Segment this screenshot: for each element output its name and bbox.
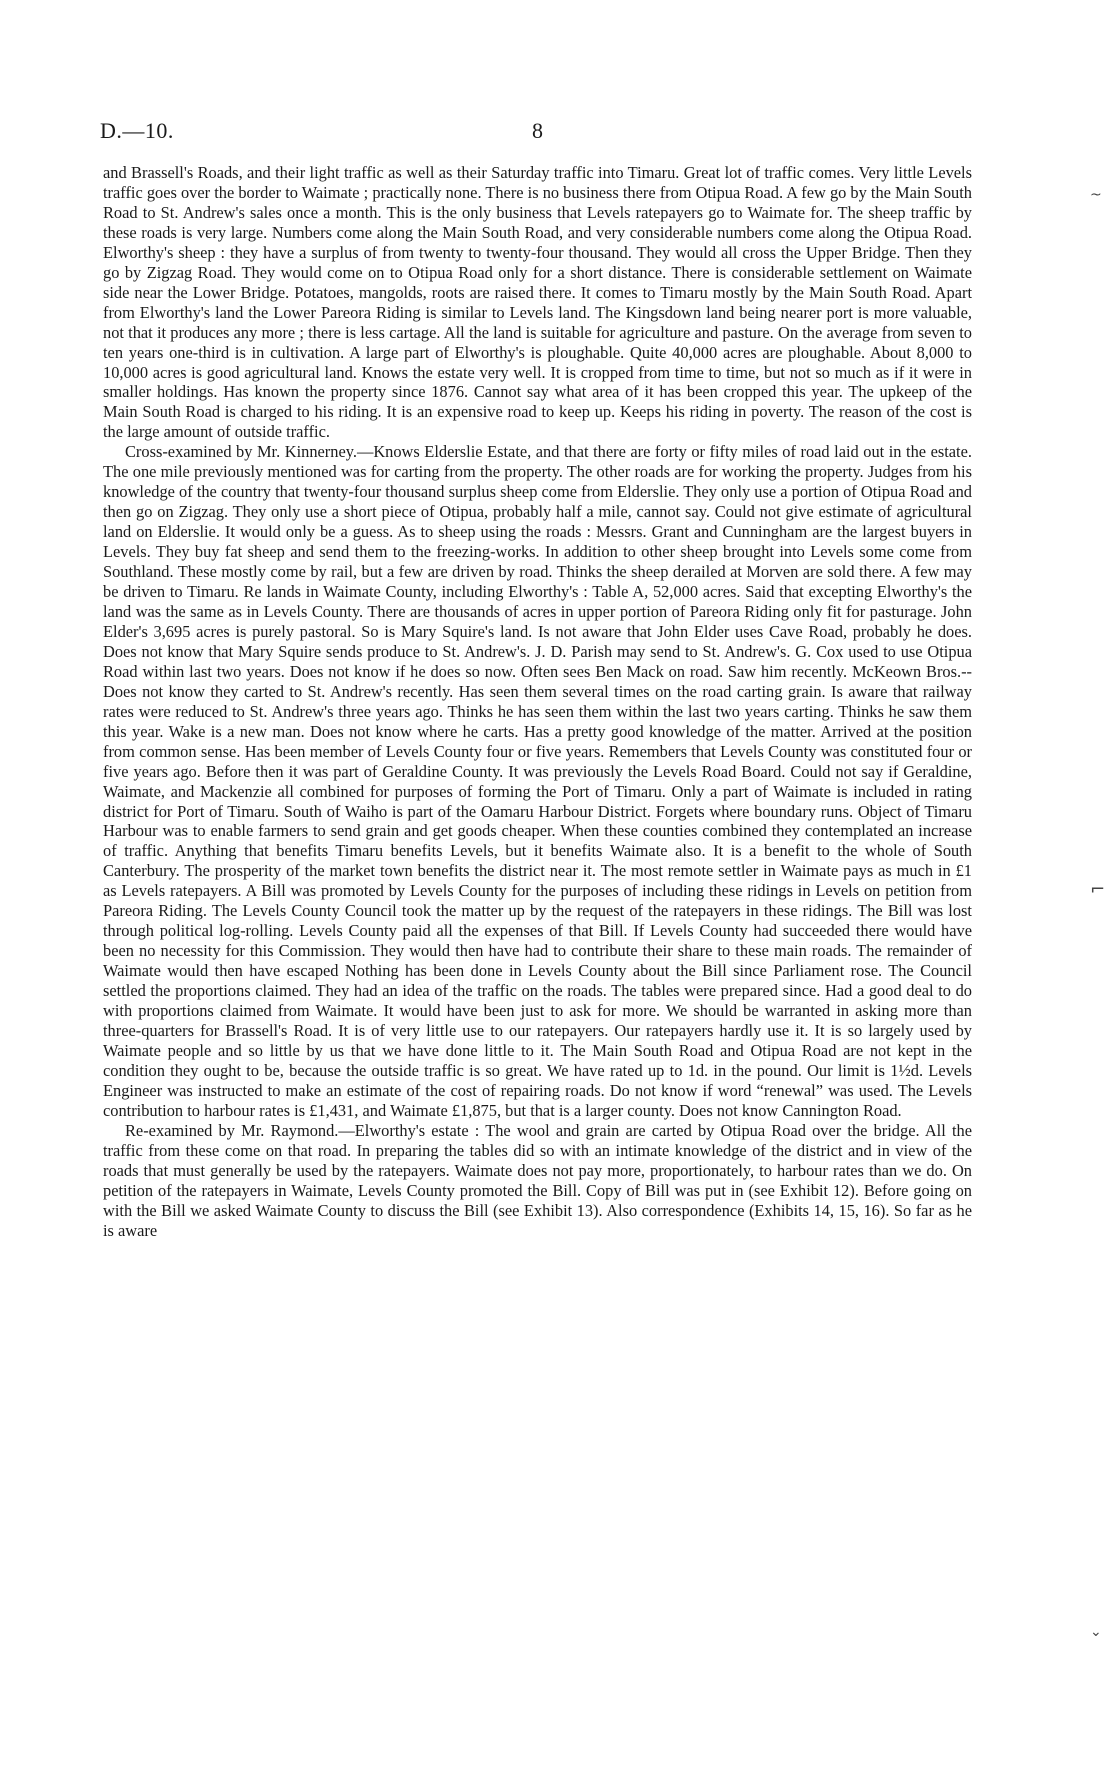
paragraph-re-examination: Re-examined by Mr. Raymond.—Elworthy's estate : The wool and grain are carted by Otipua Road over the bridge. All the traffic from these come on that road. In preparing the tables did so with an intimate knowledge of the district and in view of the roads that must generally be used by the ratepayers. Waimate does not pay more, proportionately, to harbour rates than we do. On petition of the ratepayers in Waimate, Levels County promoted the Bill. Copy of Bill was put in (see Exhibit 12). Before going on with the Bill we asked Waimate County to discuss the Bill (see Exhibit 13). Also correspondence (Exhibits 14, 15, 16). So far as he is aware xyxy=(103,1120,972,1240)
paragraph-cross-examination: Cross-examined by Mr. Kinnerney.—Knows Elderslie Estate, and that there are forty or fifty miles of road laid out in the estate. The one mile previously mentioned was for carting from the property. The other roads are for working the property. Judges from his knowledge of the country that twenty-four thousand surplus sheep come from Elderslie. They only use a portion of Otipua Road and then go on Zigzag. They only use a short piece of Otipua, probably half a mile, cannot say. Could not give estimate of agricultural land on Elderslie. It would only be a guess. As to sheep using the roads : Messrs. Grant and Cunningham are the largest buyers in Levels. They buy fat sheep and send them to the freezing-works. In addition to other sheep brought into Levels some come from Southland. These mostly come by rail, but a few are driven by road. Thinks the sheep derailed at Morven are sold there. A few may be driven to Timaru. Re lands in Waimate County, including Elworthy's : Table A, 52,000 acres. Said that excepting Elworthy's the land was the same as in Levels County. There are thousands of acres in upper portion of Pareora Riding only fit for pasturage. John Elder's 3,695 acres is purely pastoral. So is Mary Squire's land. Is not aware that John Elder uses Cave Road, probably he does. Does not know that Mary Squire sends produce to St. Andrew's. J. D. Parish may send to St. Andrew's. G. Cox used to use Otipua Road within last two years. Does not know if he does so now. Often sees Ben Mack on road. Saw him recently. McKeown Bros.--Does not know they carted to St. Andrew's recently. Has seen them several times on the road carting grain. Is aware that railway rates were reduced to St. Andrew's three years ago. Thinks he has seen them within the last two years carting. Thinks he saw them this year. Wake is a new man. Does not know where he carts. Has a pretty good knowledge of the matter. Arrived at the position from common sense. Has been member of Levels County four or five years. Remembers that Levels County was constituted four or five years ago. Before then it was part of Geraldine County. It was previously the Levels Road Board. Could not say if Geraldine, Waimate, and Mackenzie all combined for purposes of forming the Port of Timaru. Only a part of Waimate is included in rating district for Port of Timaru. South of Waiho is part of the Oamaru Harbour District. Forgets where boundary runs. Object of Timaru Harbour was to enable farmers to send grain and get goods cheaper. When these counties combined they contemplated an increase of traffic. Anything that benefits Timaru benefits Levels, but it benefits Waimate also. It is a benefit to the whole of South Canterbury. The prosperity of the market town benefits the district near it. The most remote settler in Waimate pays as much in £1 as Levels ratepayers. A Bill was promoted by Levels County for the purposes of including these ridings in Levels on petition from Pareora Riding. The Levels County Council took the matter up by the request of the ratepayers in these ridings. The Bill was lost through political log-rolling. Levels County paid all the expenses of that Bill. If Levels County had succeeded there would have been no necessity for this Commission. They would then have had to contribute their share to these main roads. The remainder of Waimate would then have escaped Nothing has been done in Levels County about the Bill since Parliament rose. The Council settled the proportions claimed. They had an idea of the traffic on the roads. The tables were prepared since. Had a good deal to do with proportions claimed from Waimate. It would have been just to ask for more. We should be warranted in asking more than three-quarters for Brassell's Road. It is of very little use to our ratepayers. Our ratepayers hardly use it. It is so largely used by Waimate people and so little by us that we have done little to it. The Main South Road and Otipua Road are not kept in the condition they ought to be, because the outside traffic is so great. We have rated up to 1d. in the pound. Our limit is 1½d. Levels Engineer was instructed to make an estimate of the cost of repairing roads. Do not know if word “renewal” was used. The Levels contribution to harbour rates is £1,431, and Waimate £1,875, but that is a larger county. Does not know Cannington Road. xyxy=(103,442,972,1120)
page-number: 8 xyxy=(532,118,543,143)
paragraph-testimony-continuation: and Brassell's Roads, and their light traffic as well as their Saturday traffic into Timaru. Great lot of traffic comes. Very little Levels traffic goes over the border to Waimate ; practically none. There is no business there from Otipua Road. A few go by the Main South Road to St. Andrew's sales once a month. This is the only business that Levels ratepayers go to Waimate for. The sheep traffic by these roads is very large. Numbers come along the Main South Road, and very considerable numbers come along the Otipua Road. Elworthy's sheep : they have a surplus of from twenty to twenty-four thousand. They would all cross the Upper Bridge. Then they go by Zigzag Road. They would come on to Otipua Road only for a short distance. There is considerable settlement on Waimate side near the Lower Bridge. Potatoes, mangolds, roots are raised there. It comes to Timaru mostly by the Main South Road. Apart from Elworthy's land the Lower Pareora Riding is similar to Levels land. The Kingsdown land being nearer port is more valuable, not that it produces any more ; there is less cartage. All the land is suitable for agriculture and pasture. On the average from seven to ten years one-third is in cultivation. A large part of Elworthy's is ploughable. Quite 40,000 acres are ploughable. About 8,000 to 10,000 acres is good agricultural land. Knows the estate very well. It is cropped from time to time, but not so much as if it were in smaller holdings. Has known the property since 1876. Cannot say what area of it has been cropped this year. The upkeep of the Main South Road is charged to his riding. It is an expensive road to keep up. Keeps his riding in poverty. The reason of the cost is the large amount of outside traffic. xyxy=(103,163,972,442)
margin-mark: ⌐ xyxy=(1090,879,1106,900)
body-text xyxy=(103,163,972,1240)
page-header xyxy=(100,118,980,148)
document-reference: D.—10. xyxy=(100,118,174,143)
margin-mark: ~ xyxy=(1090,187,1102,203)
margin-mark: ⌄ xyxy=(1090,1624,1102,1640)
